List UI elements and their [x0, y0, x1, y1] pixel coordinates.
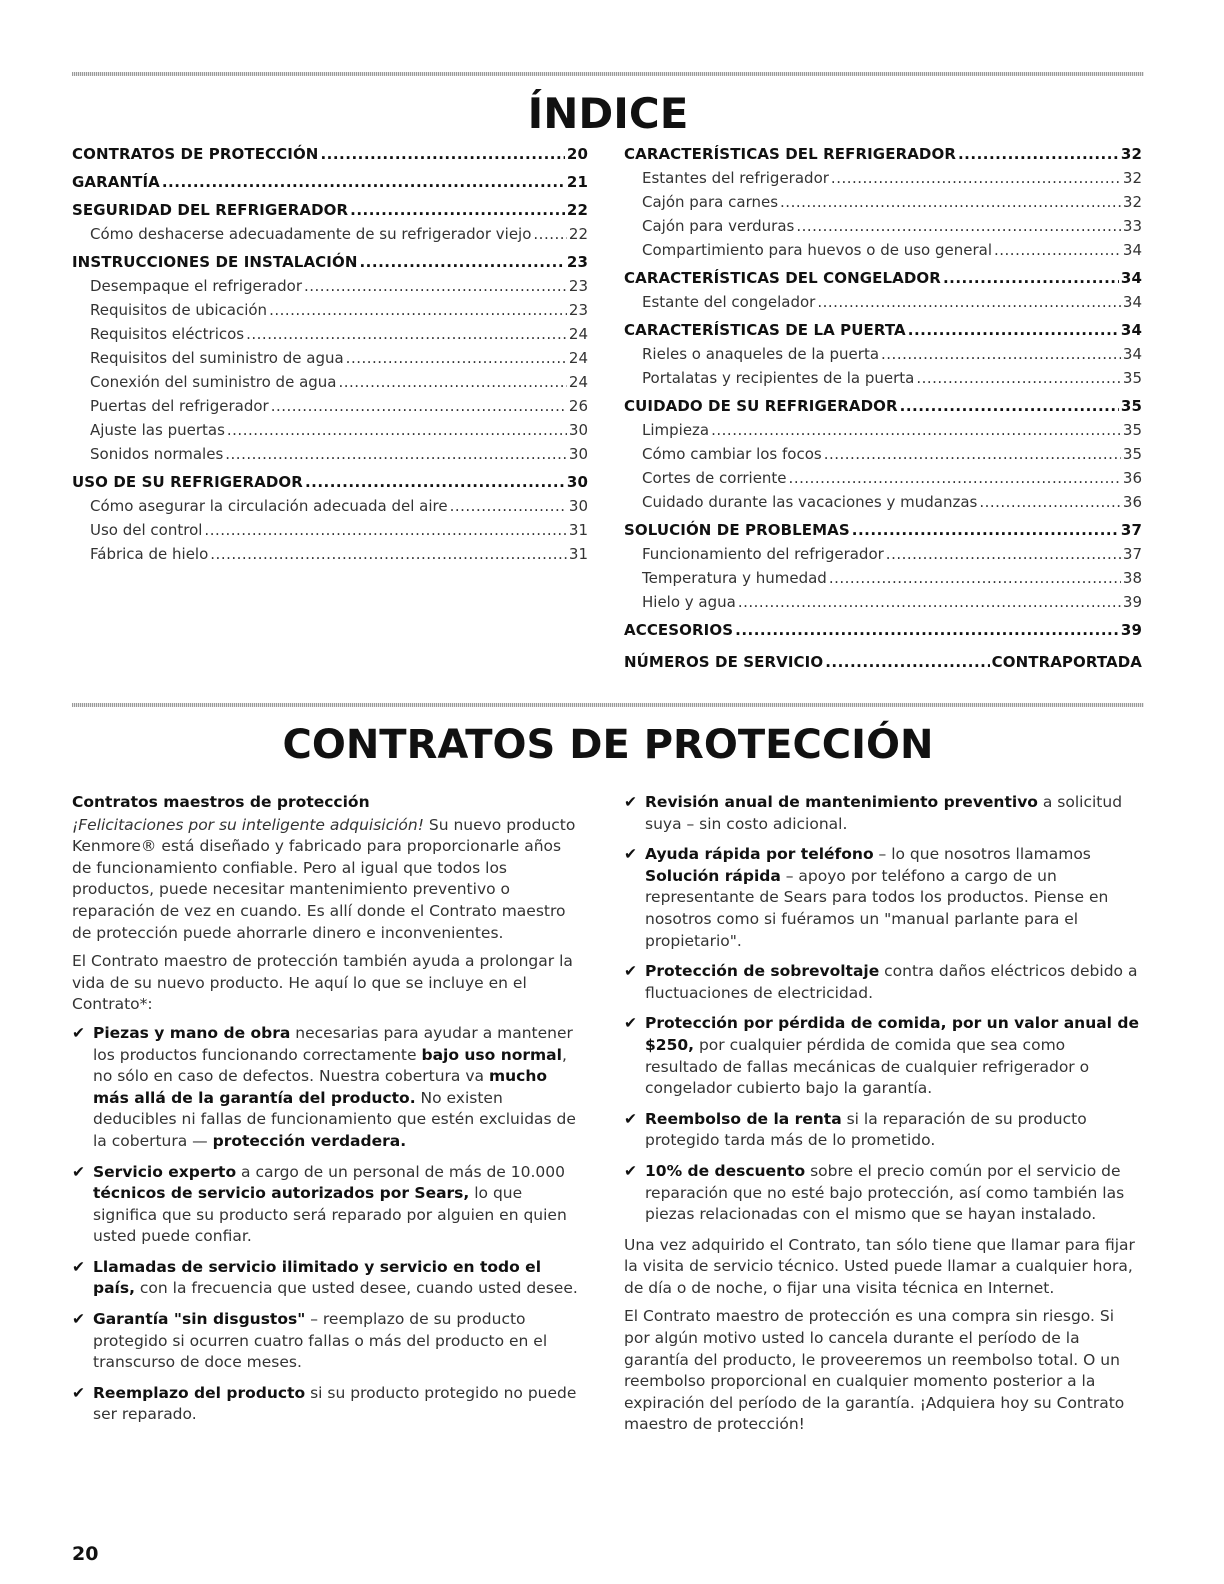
toc-subsection-entry — [72, 445, 588, 463]
benefit-item — [72, 1162, 584, 1248]
toc-entry-label: Hielo y agua — [642, 593, 736, 611]
toc-entry-label: Portalatas y recipientes de la puerta — [642, 369, 915, 387]
toc-dot-leader — [350, 201, 565, 219]
toc-entry-label: Cortes de corriente — [642, 469, 787, 487]
toc-entry-page: 24 — [568, 373, 588, 391]
toc-entry-page: 36 — [1122, 493, 1142, 511]
contracts-title: CONTRATOS DE PROTECCIÓN — [282, 722, 934, 768]
page-number: 20 — [72, 1543, 99, 1565]
toc-subsection-entry — [624, 421, 1142, 439]
benefit-emphasis: Solución rápida — [645, 866, 781, 885]
toc-entry-label: Estantes del refrigerador — [642, 169, 829, 187]
toc-entry-page: 32 — [1122, 169, 1142, 187]
toc-subsection-entry — [72, 397, 588, 415]
toc-dot-leader — [881, 345, 1121, 363]
toc-subsection-entry — [624, 293, 1142, 311]
toc-entry-label: Conexión del suministro de agua — [90, 373, 337, 391]
middle-divider — [72, 703, 1144, 707]
toc-subsection-entry — [624, 545, 1142, 563]
toc-dot-leader — [305, 473, 565, 491]
toc-entry-page: 34 — [1120, 269, 1142, 287]
toc-section-entry — [72, 173, 588, 191]
toc-subsection-entry — [72, 225, 588, 243]
toc-section-entry — [624, 521, 1142, 539]
toc-entry-label: CARACTERÍSTICAS DEL CONGELADOR — [624, 269, 941, 287]
toc-dot-leader — [162, 173, 565, 191]
toc-subsection-entry — [624, 241, 1142, 259]
toc-dot-leader — [979, 493, 1121, 511]
toc-entry-label: Sonidos normales — [90, 445, 224, 463]
benefit-emphasis: Reembolso de la renta — [645, 1109, 842, 1128]
toc-entry-page: 23 — [568, 277, 588, 295]
toc-entry-page: 32 — [1122, 193, 1142, 211]
toc-subsection-entry — [72, 301, 588, 319]
toc-entry-page: 24 — [568, 349, 588, 367]
toc-dot-leader — [269, 301, 567, 319]
toc-subsection-entry — [72, 277, 588, 295]
checkmark-icon: ✔ — [624, 1014, 637, 1033]
toc-entry-label: Puertas del refrigerador — [90, 397, 269, 415]
toc-subsection-entry — [624, 193, 1142, 211]
toc-section-entry — [624, 145, 1142, 163]
benefit-emphasis: Servicio experto — [93, 1162, 237, 1181]
benefit-item — [72, 1309, 584, 1374]
toc-entry-page: 35 — [1122, 421, 1142, 439]
benefit-text: contra daños eléctricos debido a fluctuaciones de electricidad. — [645, 962, 1138, 1002]
toc-entry-label: Cómo cambiar los focos — [642, 445, 822, 463]
toc-entry-page: 23 — [568, 301, 588, 319]
toc-entry-label: SOLUCIÓN DE PROBLEMAS — [624, 521, 850, 539]
top-divider — [72, 72, 1144, 76]
toc-entry-label: CUIDADO DE SU REFRIGERADOR — [624, 397, 898, 415]
toc-subsection-entry — [624, 569, 1142, 587]
benefit-text: , no sólo en caso de defectos. Nuestra cobertura va — [93, 1045, 567, 1086]
toc-dot-leader — [824, 445, 1121, 463]
benefit-text: si la reparación de su producto protegido tarda más de lo prometido. — [645, 1109, 1087, 1150]
benefit-item — [624, 1161, 1140, 1226]
toc-dot-leader — [789, 469, 1121, 487]
toc-dot-leader — [359, 253, 564, 271]
toc-entry-label: Cuidado durante las vacaciones y mudanzas — [642, 493, 978, 511]
toc-entry-label: Limpieza — [642, 421, 710, 439]
intro-text: Su nuevo producto Kenmore® está diseñado y fabricado para proporcionarle años de funcionamiento confiable. Pero al igual que todos los productos, puede necesitar mantenimiento preventivo o reparación de vez en cuando. Es allí donde el Contrato maestro de protección puede ahorrarle dinero e inconvenientes. — [72, 815, 576, 942]
benefit-item — [624, 844, 1140, 952]
toc-entry-page: 39 — [1122, 593, 1142, 611]
toc-section-entry — [624, 653, 1142, 671]
toc-section-entry — [72, 253, 588, 271]
toc-dot-leader — [346, 349, 567, 367]
toc-entry-label: Estante del congelador — [642, 293, 816, 311]
toc-entry-page: 30 — [568, 497, 588, 515]
benefit-text: – reemplazo de su producto protegido si ocurren cuatro fallas o más del producto en el transcurso de doce meses. — [93, 1310, 548, 1372]
toc-entry-page: 34 — [1120, 321, 1142, 339]
toc-dot-leader — [246, 325, 567, 343]
toc-entry-page: 30 — [566, 473, 588, 491]
toc-dot-leader — [738, 593, 1121, 611]
checkmark-icon: ✔ — [624, 793, 637, 811]
toc-entry-label: Ajuste las puertas — [90, 421, 225, 439]
toc-entry-label: ACCESORIOS — [624, 621, 734, 639]
toc-entry-page: CONTRAPORTADA — [991, 653, 1142, 671]
toc-dot-leader — [204, 521, 566, 539]
toc-dot-leader — [271, 397, 567, 415]
benefit-text: – apoyo por teléfono a cargo de un representante de Sears para todos los productos. Piense en nosotros como si fuéramos un "manual parlante para el propietario". — [645, 866, 1109, 950]
intro-paragraph — [72, 815, 584, 945]
toc-entry-page: 30 — [568, 421, 588, 439]
toc-subsection-entry — [624, 169, 1142, 187]
toc-subsection-entry — [72, 325, 588, 343]
benefit-text: por cualquier pérdida de comida que sea como resultado de fallas mecánicas de cualquier refrigerador o congelador cubierto bajo la garantía. — [645, 1035, 1090, 1098]
toc-subsection-entry — [72, 545, 588, 563]
benefit-emphasis: 10% de descuento — [645, 1161, 806, 1180]
toc-dot-leader — [304, 277, 567, 295]
toc-entry-page: 34 — [1122, 345, 1142, 363]
toc-dot-leader — [958, 145, 1119, 163]
toc-entry-label: NÚMEROS DE SERVICIO — [624, 653, 824, 671]
toc-dot-leader — [825, 653, 989, 671]
benefit-emphasis: Revisión anual de mantenimiento preventivo — [645, 793, 1038, 811]
toc-dot-leader — [533, 225, 567, 243]
checkmark-icon: ✔ — [624, 962, 637, 981]
toc-dot-leader — [829, 569, 1121, 587]
benefit-text: a cargo de un personal de más de 10.000 — [236, 1162, 566, 1181]
benefit-item — [72, 1257, 584, 1300]
intro-italic: ¡Felicitaciones por su inteligente adquisición! — [72, 815, 424, 834]
benefit-emphasis: Protección por pérdida de comida, por un valor anual de $250, — [645, 1014, 1140, 1054]
toc-entry-label: Requisitos de ubicación — [90, 301, 268, 319]
benefit-text: lo que significa que su producto será reparado por alguien en quien usted puede confiar. — [93, 1184, 567, 1246]
toc-subsection-entry — [72, 521, 588, 539]
toc-entry-label: Compartimiento para huevos o de uso general — [642, 241, 992, 259]
toc-entry-page: 36 — [1122, 469, 1142, 487]
toc-entry-label: USO DE SU REFRIGERADOR — [72, 473, 303, 491]
benefit-text: con la frecuencia que usted desee, cuando usted desee. — [134, 1279, 578, 1298]
toc-dot-leader — [227, 421, 567, 439]
benefit-emphasis: Reemplazo del producto — [93, 1383, 306, 1402]
toc-entry-page: 32 — [1120, 145, 1142, 163]
benefit-text: necesarias para ayudar a mantener los productos funcionando correctamente — [93, 1023, 573, 1064]
toc-entry-page: 38 — [1122, 569, 1142, 587]
benefit-text: No existen deducibles ni fallas de funcionamiento que estén excluidas de la cobertura — — [93, 1088, 576, 1150]
benefit-emphasis: Protección de sobrevoltaje — [645, 962, 880, 981]
toc-entry-label: Cómo deshacerse adecuadamente de su refrigerador viejo — [90, 225, 532, 243]
toc-section-entry — [72, 145, 588, 163]
checkmark-icon: ✔ — [72, 1383, 85, 1402]
toc-entry-page: 37 — [1120, 521, 1142, 539]
toc-entry-page: 35 — [1122, 369, 1142, 387]
benefit-emphasis: Llamadas de servicio ilimitado y servicio en todo el país, — [93, 1257, 542, 1298]
toc-dot-leader — [339, 373, 567, 391]
toc-section-entry — [72, 473, 588, 491]
toc-subsection-entry — [624, 217, 1142, 235]
benefit-text: sobre el precio común por el servicio de reparación que no esté bajo protección, así como también las piezas relacionadas con el mismo que se hayan instalado. — [645, 1161, 1125, 1224]
toc-entry-label: Temperatura y humedad — [642, 569, 827, 587]
toc-entry-page: 33 — [1122, 217, 1142, 235]
toc-dot-leader — [735, 621, 1119, 639]
coverage-paragraph: El Contrato maestro de protección también ayuda a prolongar la vida de su nuevo producto. He aquí lo que se incluye en el Contrato*: — [72, 952, 573, 1014]
index-title: ÍNDICE — [527, 89, 689, 138]
toc-dot-leader — [852, 521, 1119, 539]
benefit-emphasis: Ayuda rápida por teléfono — [645, 845, 874, 864]
toc-entry-page: 22 — [568, 225, 588, 243]
contracts-subheading: Contratos maestros de protección — [72, 793, 370, 811]
toc-subsection-entry — [624, 369, 1142, 387]
toc-subsection-entry — [72, 373, 588, 391]
toc-entry-label: CONTRATOS DE PROTECCIÓN — [72, 145, 319, 163]
left-benefits-list — [72, 1023, 584, 1426]
toc-entry-page: 35 — [1120, 397, 1142, 415]
toc-entry-page: 34 — [1122, 241, 1142, 259]
toc-dot-leader — [796, 217, 1121, 235]
toc-entry-page: 26 — [568, 397, 588, 415]
benefit-item — [624, 792, 1140, 835]
toc-dot-leader — [780, 193, 1121, 211]
checkmark-icon: ✔ — [624, 1109, 637, 1128]
benefit-item — [624, 961, 1140, 1004]
toc-entry-page: 35 — [1122, 445, 1142, 463]
toc-entry-page: 31 — [568, 545, 588, 563]
toc-section-entry — [624, 269, 1142, 287]
benefit-emphasis: Piezas y mano de obra — [93, 1023, 291, 1042]
toc-entry-label: SEGURIDAD DEL REFRIGERADOR — [72, 201, 349, 219]
toc-subsection-entry — [624, 345, 1142, 363]
toc-dot-leader — [831, 169, 1121, 187]
contracts-right-column — [624, 792, 1140, 1443]
toc-entry-label: INSTRUCCIONES DE INSTALACIÓN — [72, 253, 358, 271]
toc-dot-leader — [711, 421, 1121, 439]
checkmark-icon: ✔ — [72, 1310, 85, 1329]
closing-paragraph-1: Una vez adquirido el Contrato, tan sólo tiene que llamar para fijar la visita de servicio técnico. Usted puede llamar a cualquier hora, de día o de noche, o fijar una visita técnica en Internet. — [624, 1235, 1135, 1297]
toc-entry-label: Uso del control — [90, 521, 203, 539]
contracts-left-column — [72, 792, 584, 1435]
toc-subsection-entry — [624, 469, 1142, 487]
toc-dot-leader — [943, 269, 1119, 287]
toc-dot-leader — [994, 241, 1121, 259]
toc-subsection-entry — [72, 349, 588, 367]
benefit-emphasis: técnicos de servicio autorizados por Sears, — [93, 1184, 470, 1203]
toc-subsection-entry — [624, 593, 1142, 611]
benefit-item — [72, 1383, 584, 1426]
benefit-text: si su producto protegido no puede ser reparado. — [93, 1383, 577, 1424]
toc-subsection-entry — [624, 493, 1142, 511]
benefit-item — [72, 1023, 584, 1153]
toc-entry-page: 20 — [566, 145, 588, 163]
toc-entry-label: Desempaque el refrigerador — [90, 277, 302, 295]
toc-entry-page: 22 — [566, 201, 588, 219]
benefit-text: a solicitud suya – sin costo adicional. — [645, 793, 1123, 833]
toc-dot-leader — [916, 369, 1121, 387]
toc-entry-label: Rieles o anaqueles de la puerta — [642, 345, 880, 363]
toc-entry-label: Cajón para carnes — [642, 193, 779, 211]
toc-section-entry — [72, 201, 588, 219]
benefit-emphasis: Garantía "sin disgustos" — [93, 1310, 306, 1329]
toc-entry-label: CARACTERÍSTICAS DE LA PUERTA — [624, 321, 906, 339]
toc-entry-page: 30 — [568, 445, 588, 463]
toc-entry-page: 34 — [1122, 293, 1142, 311]
toc-entry-page: 39 — [1120, 621, 1142, 639]
benefit-emphasis: mucho más allá de la garantía del producto. — [93, 1067, 548, 1107]
benefit-emphasis: bajo uso normal — [421, 1045, 562, 1064]
toc-entry-label: Requisitos del suministro de agua — [90, 349, 344, 367]
checkmark-icon: ✔ — [72, 1257, 85, 1276]
toc-entry-label: Fábrica de hielo — [90, 545, 209, 563]
toc-dot-leader — [450, 497, 567, 515]
toc-entry-label: CARACTERÍSTICAS DEL REFRIGERADOR — [624, 145, 956, 163]
benefit-text: – lo que nosotros llamamos — [873, 845, 1091, 864]
toc-section-entry — [624, 621, 1142, 639]
benefit-item — [624, 1109, 1140, 1152]
benefit-item — [624, 1013, 1140, 1099]
toc-entry-page: 24 — [568, 325, 588, 343]
toc-subsection-entry — [72, 421, 588, 439]
toc-dot-leader — [210, 545, 567, 563]
toc-section-entry — [624, 397, 1142, 415]
toc-entry-label: Cajón para verduras — [642, 217, 795, 235]
toc-entry-label: Funcionamiento del refrigerador — [642, 545, 884, 563]
toc-dot-leader — [886, 545, 1121, 563]
checkmark-icon: ✔ — [624, 845, 637, 864]
toc-dot-leader — [320, 145, 564, 163]
toc-entry-page: 31 — [568, 521, 588, 539]
closing-paragraph-2: El Contrato maestro de protección es una compra sin riesgo. Si por algún motivo usted lo cancela durante el período de la garantía del producto, le proveeremos un reembolso total. O un reembolso proporcional en cualquier momento posterior a la expiración del período de la garantía. ¡Adquiera hoy su Contrato maestro de protección! — [624, 1307, 1125, 1434]
toc-dot-leader — [900, 397, 1119, 415]
toc-dot-leader — [817, 293, 1121, 311]
benefit-emphasis: protección verdadera. — [212, 1131, 407, 1150]
toc-entry-label: Cómo asegurar la circulación adecuada del aire — [90, 497, 448, 515]
checkmark-icon: ✔ — [72, 1162, 85, 1181]
toc-entry-label: Requisitos eléctricos — [90, 325, 245, 343]
toc-entry-page: 21 — [566, 173, 588, 191]
toc-entry-page: 23 — [566, 253, 588, 271]
checkmark-icon: ✔ — [624, 1161, 637, 1180]
checkmark-icon: ✔ — [72, 1023, 85, 1042]
toc-entry-page: 37 — [1122, 545, 1142, 563]
toc-subsection-entry — [72, 497, 588, 515]
toc-dot-leader — [908, 321, 1119, 339]
toc-section-entry — [624, 321, 1142, 339]
toc-subsection-entry — [624, 445, 1142, 463]
right-benefits-list — [624, 792, 1140, 1226]
toc-dot-leader — [225, 445, 567, 463]
toc-entry-label: GARANTÍA — [72, 173, 160, 191]
